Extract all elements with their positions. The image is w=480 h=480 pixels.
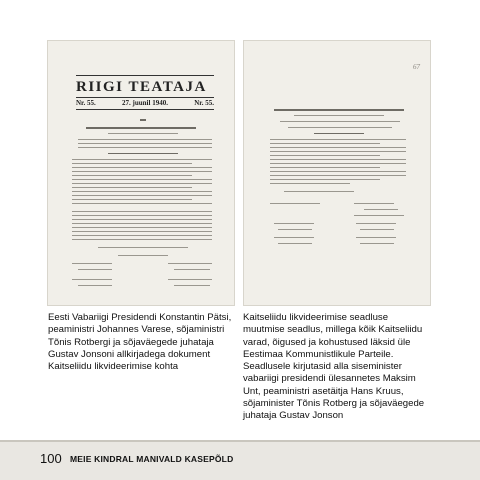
scan-text-line [270, 179, 380, 180]
scan-text-line [274, 223, 314, 224]
scan-text-line [288, 127, 392, 128]
scan-text-line [72, 167, 212, 168]
decree-scan-right [243, 40, 431, 306]
top-rule [76, 75, 214, 76]
scan-text-line [72, 263, 112, 264]
scan-text-line [280, 121, 400, 122]
scan-text-line [108, 133, 178, 134]
scan-text-line [364, 209, 398, 210]
scan-text-line [356, 223, 396, 224]
scan-text-line [72, 179, 212, 180]
scan-text-line [356, 237, 396, 238]
gazette-scan-left [47, 40, 235, 306]
scan-text-line [72, 227, 212, 228]
scan-text-line [354, 203, 394, 204]
issue-number-right: Nr. 55. [194, 99, 214, 107]
scan-text-line [270, 203, 320, 204]
scan-text-line [270, 143, 380, 144]
running-title: MEIE KINDRAL MANIVALD KASEPÕLD [70, 454, 234, 464]
scan-text-line [72, 199, 192, 200]
scan-text-line [174, 285, 210, 286]
scan-text-line [78, 147, 212, 148]
scan-text-line [72, 215, 212, 216]
scan-text-line [140, 119, 146, 121]
issue-number-left: Nr. 55. [76, 99, 96, 107]
scan-text-line [72, 211, 212, 212]
scan-text-line [168, 279, 212, 280]
scan-text-line [78, 143, 212, 144]
scan-text-line [168, 263, 212, 264]
pencil-page-mark: 67 [413, 63, 420, 71]
issue-row [76, 99, 214, 107]
scan-text-line [270, 167, 380, 168]
scan-text-line [270, 175, 406, 176]
scan-text-line [270, 139, 406, 140]
scan-text-line [278, 243, 312, 244]
scan-text-line [270, 163, 406, 164]
scan-text-line [360, 229, 394, 230]
scan-text-line [354, 215, 404, 216]
scan-text-line [118, 255, 168, 256]
scan-text-line [72, 195, 212, 196]
scan-text-line [72, 191, 212, 192]
scan-text-line [78, 139, 212, 140]
header-rule [76, 97, 214, 98]
scan-text-line [78, 269, 112, 270]
scan-text-line [72, 235, 212, 236]
scan-text-line [72, 175, 192, 176]
scan-text-line [270, 151, 406, 152]
scan-text-line [278, 229, 312, 230]
scan-text-line [72, 171, 212, 172]
scan-text-line [294, 115, 384, 116]
scan-text-line [72, 159, 212, 160]
scan-text-line [284, 191, 354, 192]
scan-text-line [72, 223, 212, 224]
scan-text-line [270, 155, 380, 156]
scan-text-line [270, 183, 350, 184]
scan-text-line [78, 285, 112, 286]
scan-text-line [274, 237, 314, 238]
scan-text-line [72, 231, 212, 232]
scan-text-line [174, 269, 210, 270]
scan-text-line [72, 203, 212, 204]
scan-text-line [86, 127, 196, 129]
footer-rule [0, 440, 480, 442]
scan-text-line [314, 133, 364, 134]
scan-text-line [72, 239, 212, 240]
scan-text-line [270, 147, 406, 148]
scan-text-line [72, 187, 192, 188]
scan-text-line [270, 171, 406, 172]
scan-text-line [274, 109, 404, 111]
scan-text-line [108, 153, 178, 154]
scan-text-line [98, 247, 188, 248]
issue-rule [76, 109, 214, 110]
page-number: 100 [40, 451, 62, 466]
scan-text-line [72, 279, 112, 280]
scan-text-line [72, 163, 192, 164]
scan-text-line [270, 159, 406, 160]
scan-text-line [360, 243, 394, 244]
caption-right: Kaitseliidu likvideerimise seadluse muutmise seadlus, millega kõik Kaitseliidu varad, õigused ja kohustused läksid üle Eestimaa Kommunistlikule Parteile. Seadlusele kirjutasid alla siseminister vabariigi presidendi ülesannetes Maksim Unt, peaministri asetäitja Hans Kruus, sõjaminister Tõnis Rotberg ja sõjaväegede juhataja Gustav Jonson [243, 312, 425, 422]
issue-date: 27. juunil 1940. [122, 99, 168, 107]
scan-text-line [72, 183, 212, 184]
gazette-title: RIIGI TEATAJA [76, 79, 207, 95]
scan-text-line [72, 219, 212, 220]
caption-left: Eesti Vabariigi Presidendi Konstantin Pätsi, peaministri Johannes Varese, sõjaministri Tõnis Rotbergi ja sõjaväegede juhataja Gustav Jonsoni allkirjadega dokument Kaitseliidu likvideerimise kohta [48, 312, 232, 373]
